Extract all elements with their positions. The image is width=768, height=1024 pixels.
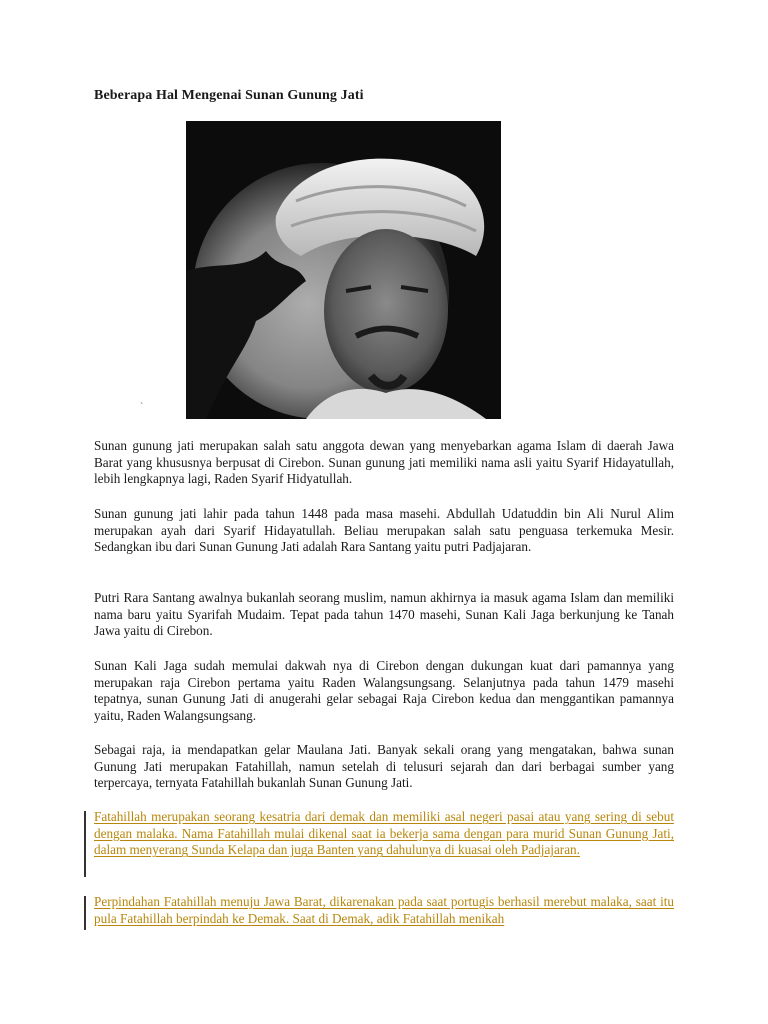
paragraph-1: Sunan gunung jati merupakan salah satu anggota dewan yang menyebarkan agama Islam di daerah Jawa Barat yang khususnya berpusat di Cirebon. Sunan gunung jati memiliki nama asli yaitu Syarif Hidayatullah, lebih lengkapnya lagi, Raden Syarif Hidyatullah.	[94, 438, 674, 487]
paragraph-2: Sunan gunung jati lahir pada tahun 1448 pada masa masehi. Abdullah Udatuddin bin Ali Nurul Alim merupakan ayah dari Syarif Hidayatullah. Beliau merupakan salah satu penguasa terkemuka Mesir. Sedangkan ibu dari Sunan Gunung Jati adalah Rara Santang yaitu putri Padjajaran.	[94, 506, 674, 555]
tracked-paragraph-6: Fatahillah merupakan seorang kesatria dari demak dan memiliki asal negeri pasai atau yang sering di sebut dengan malaka. Nama Fatahillah mulai dikenal saat ia bekerja sama dengan para murid Sunan Gunung Jati, dalam menyerang Sunda Kelapa dan juga Banten yang dahulunya di kuasai oleh Padjajaran.	[94, 809, 674, 858]
change-bar	[84, 811, 86, 877]
paragraph-4: Sunan Kali Jaga sudah memulai dakwah nya di Cirebon dengan dukungan kuat dari pamannya yang merupakan raja Cirebon pertama yaitu Raden Walangsungsang. Selanjutnya pada tahun 1479 masehi tepatnya, sunan Gunung Jati di anugerahi gelar sebagai Raja Cirebon kedua dan menggantikan pamannya yaitu, Raden Walangsungsang.	[94, 658, 674, 723]
paragraph-3: Putri Rara Santang awalnya bukanlah seorang muslim, namun akhirnya ia masuk agama Islam dan memiliki nama baru yaitu Syarifah Mudaim. Tepat pada tahun 1470 masehi, Sunan Kali Jaga berkunjung ke Tanah Jawa yaitu di Cirebon.	[94, 590, 674, 639]
tracked-paragraph-7: Perpindahan Fatahillah menuju Jawa Barat, dikarenakan pada saat portugis berhasil merebut malaka, saat itu pula Fatahillah berpindah ke Demak. Saat di Demak, adik Fatahillah menikah	[94, 894, 674, 926]
paragraph-5: Sebagai raja, ia mendapatkan gelar Maulana Jati. Banyak sekali orang yang mengatakan, bahwa sunan Gunung Jati merupakan Fatahillah, namun setelah di telusuri sejarah dan dari berbagai sumber yang terpercaya, ternyata Fatahillah bukanlah Sunan Gunung Jati.	[94, 742, 674, 791]
document-title: Beberapa Hal Mengenai Sunan Gunung Jati	[94, 88, 364, 103]
stray-mark: `	[140, 402, 144, 413]
change-bar	[84, 896, 86, 930]
portrait-image	[186, 121, 501, 419]
